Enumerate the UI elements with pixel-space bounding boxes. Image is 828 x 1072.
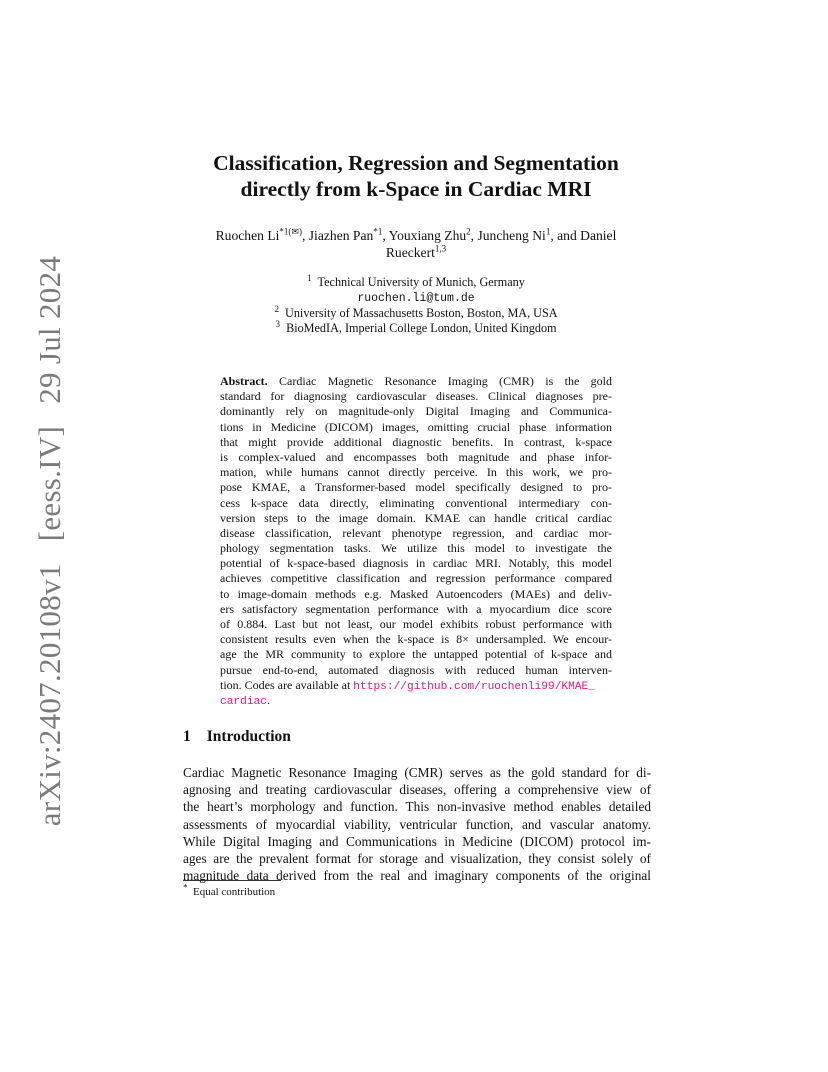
email-address[interactable] [150, 290, 682, 306]
author-text: Rueckert [385, 245, 435, 260]
abstract-text: . [267, 692, 270, 707]
footnote-rule [183, 880, 281, 881]
author-text: , Youxiang Zhu [382, 228, 467, 243]
author-text: , Juncheng Ni [470, 228, 546, 243]
abstract-text: tion. Codes are available at [220, 677, 354, 692]
intro-line: Cardiac Magnetic Resonance Imaging (CMR) serves as the gold standard for di- [183, 765, 651, 780]
abstract-line: mation, while humans cannot directly perceive. In this work, we pro- [220, 465, 612, 480]
abstract-line [220, 693, 612, 708]
arxiv-date: 29 Jul 2024 [32, 255, 67, 404]
abstract-line: phology segmentation tasks. We utilize this model to investigate the [220, 541, 612, 556]
abstract-line: tions in Medicine (DICOM) images, omitting crucial phase information [220, 419, 612, 434]
arxiv-id: arXiv:2407.20108v1 [32, 563, 67, 827]
author-sup: *1 [373, 226, 383, 237]
title-line-1: Classification, Regression and Segmentation [213, 151, 619, 175]
code-link-continued[interactable]: cardiac [220, 695, 267, 708]
footnote-mark: * [183, 882, 188, 893]
arxiv-stamp [32, 242, 68, 826]
abstract-line: cess k-space data directly, eliminating conventional intermediary con- [220, 495, 612, 510]
affiliation-1 [150, 272, 682, 290]
abstract-line: standard for diagnosing cardiovascular diseases. Clinical diagnoses pre- [220, 389, 612, 404]
intro-line: ages are the prevalent format for storage and visualization, they consist solely of [183, 850, 651, 866]
section-title: Introduction [206, 728, 291, 745]
abstract-line: to image-domain methods e.g. Masked Autoencoders (MAEs) and deliv- [220, 586, 612, 601]
author-line-1 [150, 227, 682, 244]
author-line-2 [150, 244, 682, 261]
author-text: , and Daniel [550, 228, 617, 243]
affiliation-2 [150, 303, 682, 321]
author-sup: 2 [466, 226, 471, 237]
paper-title [150, 150, 682, 202]
affiliations [150, 272, 682, 336]
affiliation-text: Technical University of Munich, Germany [317, 275, 525, 289]
footnote [183, 882, 276, 898]
affiliation-text: BioMedIA, Imperial College London, United Kingdom [286, 321, 557, 335]
code-link[interactable]: https://github.com/ruochenli99/KMAE_ [353, 680, 595, 693]
abstract-line: dominantly rely on magnitude-only Digital Imaging and Communica- [220, 404, 612, 419]
abstract-line: consistent results even when the k-space is 8× undersampled. We encour- [220, 632, 612, 647]
affiliation-num: 1 [307, 272, 312, 283]
abstract-line: of 0.884. Last but not least, our model exhibits robust performance with [220, 617, 612, 631]
affiliation-num: 2 [274, 303, 279, 314]
abstract-line: age the MR community to explore the untapped potential of k-space and [220, 647, 612, 662]
abstract-line [220, 678, 612, 693]
intro-line: the heart’s morphology and function. This non-invasive method enables detailed [183, 799, 651, 815]
abstract [220, 374, 612, 708]
intro-line: assessments of myocardial viability, ventricular function, and vascular anatomy. [183, 816, 651, 832]
abstract-line: achieves competitive classification and regression performance compared [220, 571, 612, 586]
author-text: , Jiazhen Pan [301, 228, 374, 243]
intro-paragraph [183, 764, 651, 884]
abstract-line: disease classification, relevant phenotype regression, and cardiac mor- [220, 525, 612, 540]
abstract-line: pose KMAE, a Transformer-based model specifically designed to pro- [220, 480, 612, 495]
intro-line: While Digital Imaging and Communications in Medicine (DICOM) protocol im- [183, 833, 651, 849]
author-sup: 1,3 [434, 243, 447, 254]
abstract-text: Cardiac Magnetic Resonance Imaging (CMR) is the gold [267, 374, 612, 388]
affiliation-num: 3 [275, 318, 280, 329]
abstract-label: Abstract. [220, 374, 268, 388]
abstract-line [220, 374, 612, 389]
abstract-line: pursue end-to-end, automated diagnosis with reduced human interven- [220, 662, 612, 677]
author-text: Ruochen Li [215, 228, 280, 243]
abstract-line: potential of k-space-based diagnosis in cardiac MRI. Notably, this model [220, 556, 612, 571]
email-text[interactable]: ruochen.li@tum.de [357, 292, 475, 305]
abstract-line: is complex-valued and encompasses both magnitude and phase infor- [220, 449, 612, 464]
abstract-line: that might provide additional diagnostic benefits. In contrast, k-space [220, 434, 612, 449]
abstract-line: ers satisfactory segmentation performance with a myocardium dice score [220, 601, 612, 616]
intro-line: agnosing and treating cardiovascular diseases, offering a comprehensive view of [183, 782, 651, 798]
abstract-line: version steps to the image domain. KMAE can handle critical cardiac [220, 510, 612, 525]
author-list [150, 227, 682, 261]
arxiv-category: [eess.IV] [32, 425, 67, 542]
affiliation-text: University of Massachusetts Boston, Boston, MA, USA [285, 306, 558, 320]
section-number: 1 [183, 728, 191, 745]
author-sup: *1(✉) [279, 226, 302, 237]
author-sup: 1 [545, 226, 551, 237]
title-line-2: directly from k-Space in Cardiac MRI [240, 177, 592, 201]
intro-line: magnitude data derived from the real and imaginary components of the original [183, 868, 651, 884]
footnote-text: Equal contribution [193, 886, 276, 898]
affiliation-3 [150, 318, 682, 336]
section-heading [183, 728, 291, 746]
